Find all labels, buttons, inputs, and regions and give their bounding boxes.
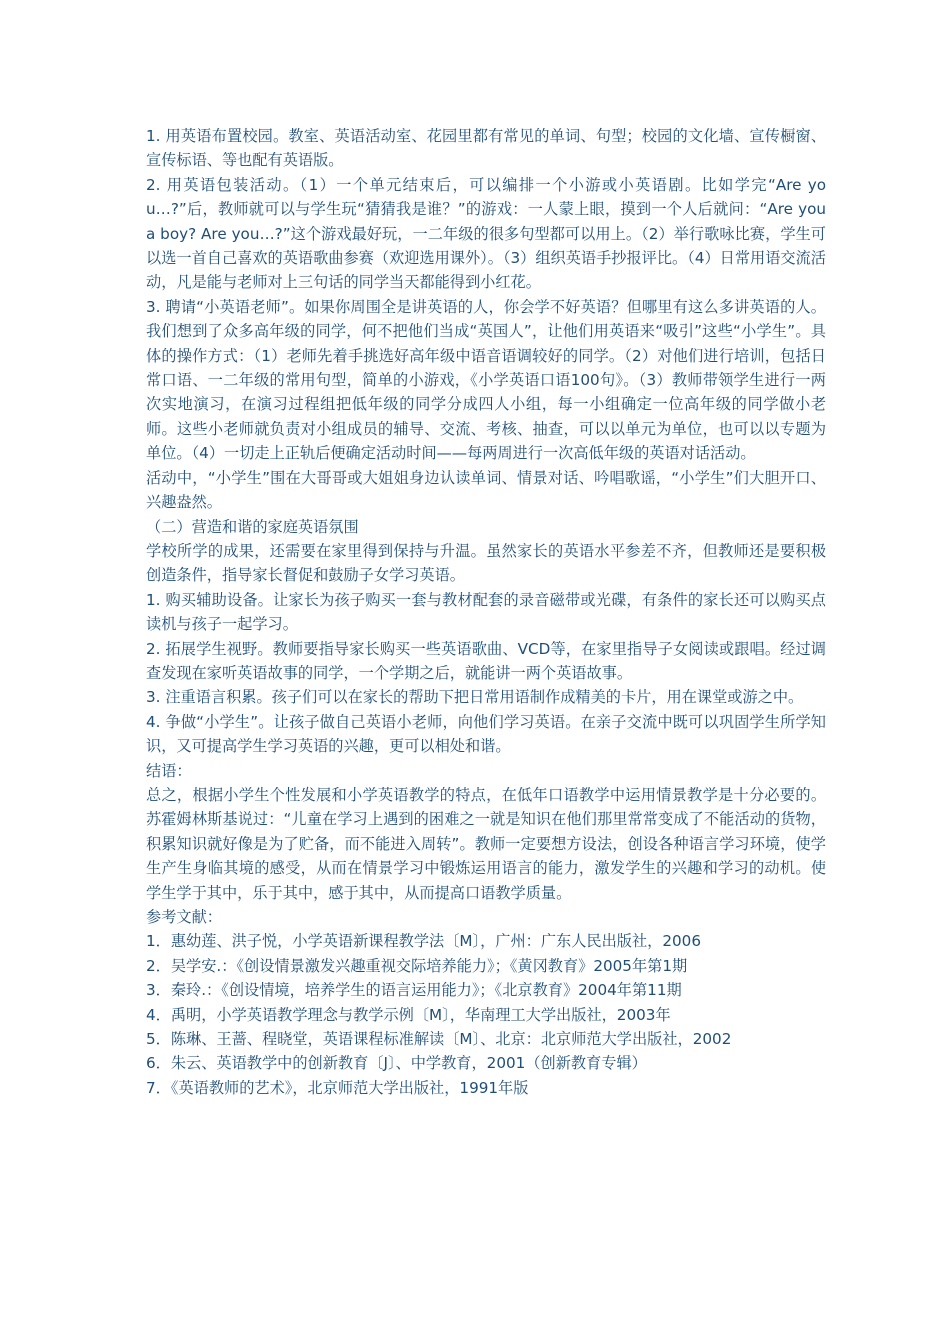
paragraph-language-accumulation: 3. 注重语言积累。孩子们可以在家长的帮助下把日常用语制作成精美的卡片，用在课堂或游之中。: [146, 688, 804, 707]
paragraph-broaden-vision: 2. 拓展学生视野。教师要指导家长购买一些英语歌曲、VCD等，在家里指导子女阅读或跟唱。经过调查发现在家听英语故事的同学，一个学期之后，就能讲一两个英语故事。: [146, 639, 826, 682]
reference-item: 6．朱云、英语教学中的创新教育〔J〕、中学教育，2001（创新教育专辑）: [146, 1054, 647, 1073]
paragraph-activity-packaging: 2. 用英语包装活动。（1）一个单元结束后，可以编排一个小游或小英语剧。比如学完“Are you…?”后，教师就可以与学生玩“猜猜我是谁？”的游戏：一人蒙上眼，摸到一个人后就问：“Are you a boy? Are you…?”这个游戏最好玩，一二年级的很多句型都可以用上。（2）举行歌咏比赛，学生可以选一首自己喜欢的英语歌曲参赛（欢迎选用课外）。（3）组织英语手抄报评比。（4）日常用语交流活动，凡是能与老师对上三句话的同学当天都能得到小红花。: [146, 175, 826, 292]
reference-item: 5．陈琳、王蔷、程晓堂，英语课程标准解读〔M〕、北京：北京师范大学出版社，2002: [146, 1030, 732, 1049]
document-body: [146, 124, 826, 1100]
paragraph-family-intro: 学校所学的成果，还需要在家里得到保持与升温。虽然家长的英语水平参差不齐，但教师还是要积极创造条件，指导家长督促和鼓励子女学习英语。: [146, 541, 826, 585]
paragraph-conclusion: 总之，根据小学生个性发展和小学英语教学的特点，在低年口语教学中运用情景教学是十分必要的。苏霍姆林斯基说过：“儿童在学习上遇到的困难之一就是知识在他们那里常常变成了不能活动的货物，积累知识就好像是为了贮备，而不能进入周转”。教师一定要想方设法，创设各种语言学习环境，使学生产生身临其境的感受，从而在情景学习中锻炼运用语言的能力，激发学生的兴趣和学习的动机。使学生学于其中，乐于其中，感于其中，从而提高口语教学质量。: [146, 785, 826, 902]
reference-item: 1．惠幼莲、洪子悦，小学英语新课程教学法〔M〕，广州：广东人民出版社，2006: [146, 932, 702, 951]
references-heading: 参考文献：: [146, 908, 222, 926]
paragraph-activity-result: 活动中，“小学生”围在大哥哥或大姐姐身边认读单词、情景对话、吟唱歌谣，“小学生”们大胆开口、兴趣盎然。: [146, 468, 826, 512]
references-list: [146, 929, 826, 1100]
paragraph-be-little-student: 4. 争做“小学生”。让孩子做自己英语小老师，向他们学习英语。在亲子交流中既可以巩固学生所学知识，又可提高学生学习英语的兴趣，更可以相处和谐。: [146, 712, 826, 756]
conclusion-heading: 结语：: [146, 761, 192, 780]
reference-item: 7．《英语教师的艺术》，北京师范大学出版社，1991年版: [146, 1078, 529, 1097]
reference-item: 4．禹明，小学英语教学理念与教学示例〔M〕，华南理工大学出版社，2003年: [146, 1005, 671, 1024]
reference-item: 2．吴学安.：《创设情景激发兴趣重视交际培养能力》；《黄冈教育》2005年第1期: [146, 956, 688, 975]
paragraph-campus-decoration: 1. 用英语布置校园。教室、英语活动室、花园里都有常见的单词、句型；校园的文化墙、宣传橱窗、宣传标语、等也配有英语版。: [146, 127, 826, 170]
paragraph-little-teachers: 3. 聘请“小英语老师”。如果你周围全是讲英语的人，你会学不好英语？但哪里有这么多讲英语的人。我们想到了众多高年级的同学，何不把他们当成“英国人”，让他们用英语来“吸引”这些“小学生”。具体的操作方式：（1）老师先着手挑选好高年级中语音语调较好的同学。（2）对他们进行培训，包括日常口语、一二年级的常用句型，简单的小游戏，《小学英语口语100句》。（3）教师带领学生进行一两次实地演习，在演习过程组把低年级的同学分成四人小组，每一小组确定一位高年级的同学做小老师。这些小老师就负责对小组成员的辅导、交流、考核、抽查，可以以单元为单位，也可以以专题为单位。（4）一切走上正轨后便确定活动时间——每两周进行一次高低年级的英语对话活动。: [146, 297, 826, 463]
section-heading-family: （二）营造和谐的家庭英语氛围: [146, 517, 359, 536]
paragraph-buy-equipment: 1. 购买辅助设备。让家长为孩子购买一套与教材配套的录音磁带或光碟，有条件的家长还可以购买点读机与孩子一起学习。: [146, 590, 826, 634]
reference-item: 3．秦玲.：《创设情境，培养学生的语言运用能力》；《北京教育》2004年第11期: [146, 981, 682, 1000]
